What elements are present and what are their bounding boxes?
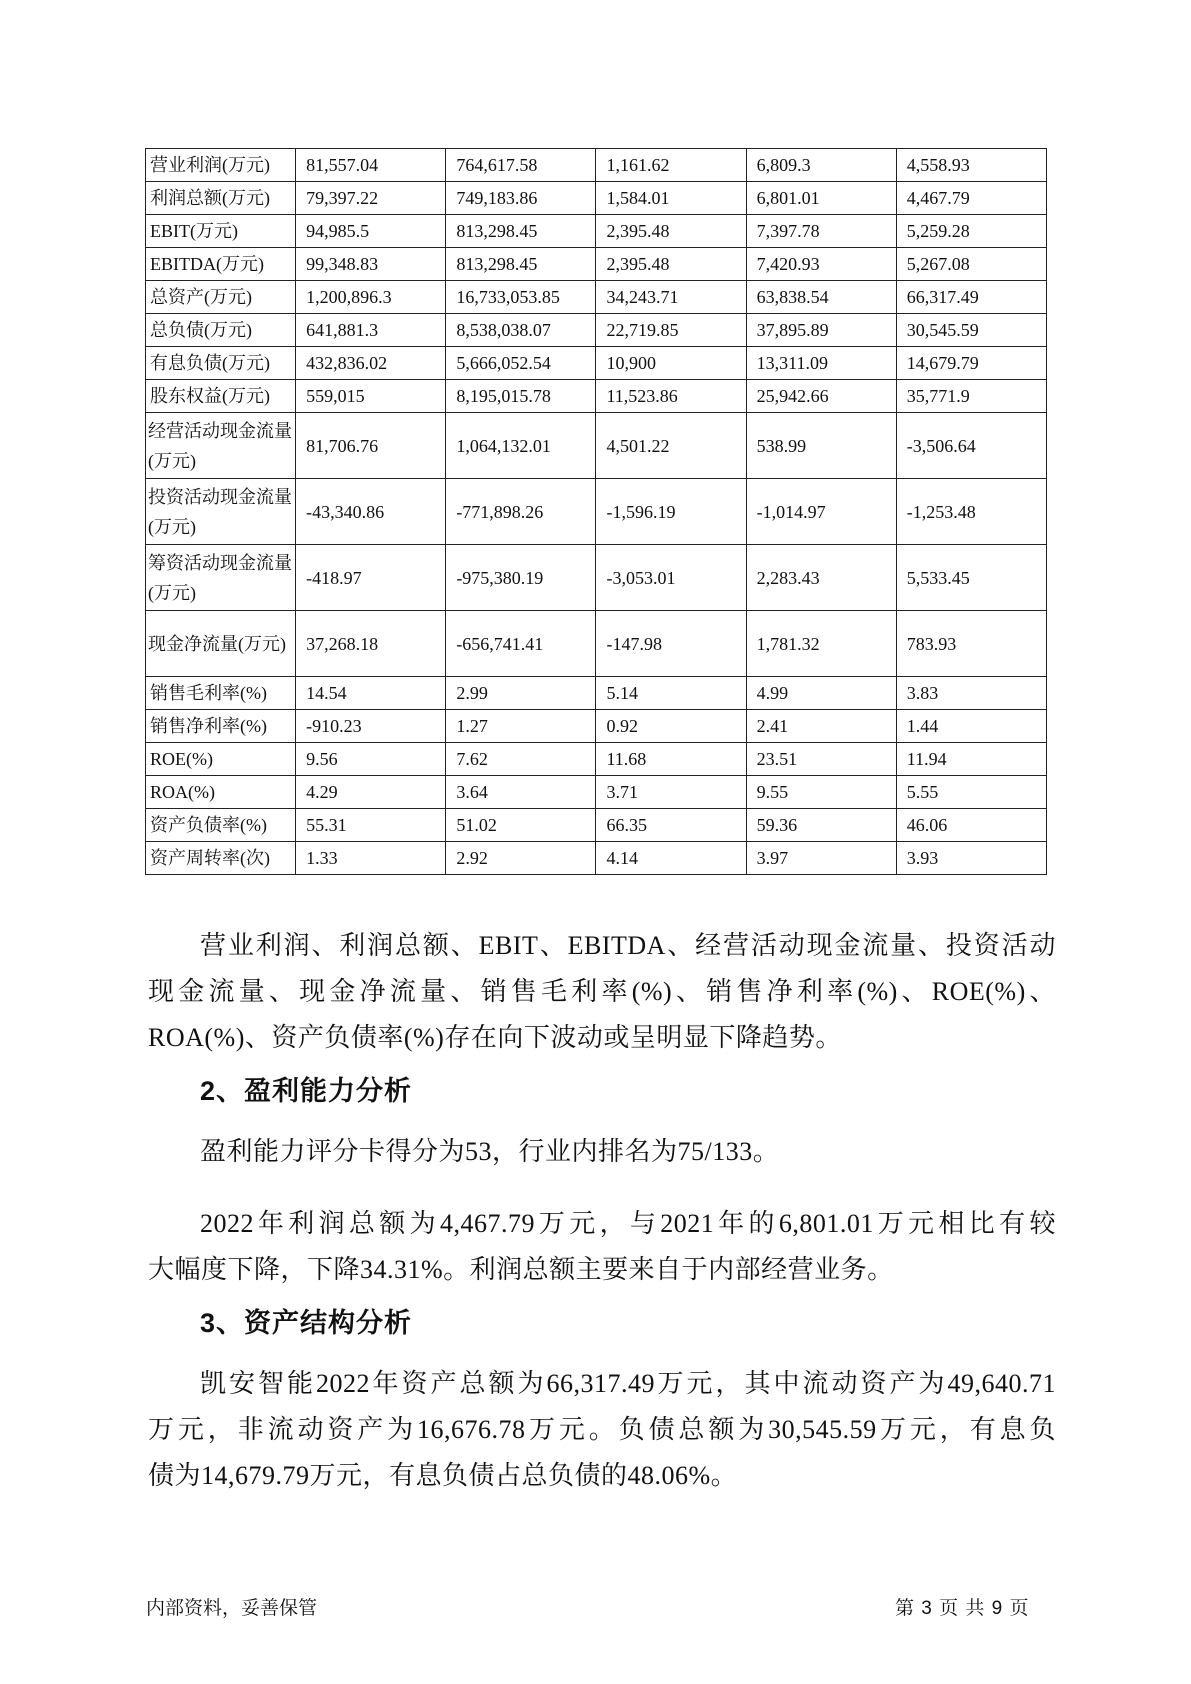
table-cell: 5,666,052.54 (446, 347, 596, 380)
row-label: 销售净利率(%) (146, 710, 296, 743)
row-label: EBITDA(万元) (146, 248, 296, 281)
row-label: 股东权益(万元) (146, 380, 296, 413)
table-cell: 3.71 (596, 776, 746, 809)
table-row (146, 182, 1047, 215)
table-cell: 3.64 (446, 776, 596, 809)
table-row (146, 809, 1047, 842)
table-cell: 23.51 (746, 743, 896, 776)
table-cell: 641,881.3 (296, 314, 446, 347)
table-cell: 1,161.62 (596, 149, 746, 182)
table-cell: 1,064,132.01 (446, 413, 596, 479)
table-cell: 1,781.32 (746, 611, 896, 677)
table-row (146, 743, 1047, 776)
table-cell: 8,195,015.78 (446, 380, 596, 413)
table-cell: 8,538,038.07 (446, 314, 596, 347)
paragraph-line: 2022年利润总额为4,467.79万元，与2021年的6,801.01万元相比有较 (200, 1209, 1056, 1238)
table-cell: 7.62 (446, 743, 596, 776)
row-label: EBIT(万元) (146, 215, 296, 248)
table-cell: 66.35 (596, 809, 746, 842)
row-label: 经营活动现金流量(万元) (146, 413, 296, 479)
table-cell: 37,268.18 (296, 611, 446, 677)
table-cell: -43,340.86 (296, 479, 446, 545)
row-label: 总负债(万元) (146, 314, 296, 347)
table-cell: 749,183.86 (446, 182, 596, 215)
section-heading-asset-structure: 3、资产结构分析 (200, 1308, 413, 1338)
table-row (146, 248, 1047, 281)
table-cell: 6,809.3 (746, 149, 896, 182)
row-label: 资产周转率(次) (146, 842, 296, 875)
table-cell: 34,243.71 (596, 281, 746, 314)
table-cell: 16,733,053.85 (446, 281, 596, 314)
table-cell: 11,523.86 (596, 380, 746, 413)
table-cell: 3.93 (896, 842, 1046, 875)
table-cell: 81,706.76 (296, 413, 446, 479)
table-cell: 2.41 (746, 710, 896, 743)
table-cell: 5,259.28 (896, 215, 1046, 248)
table-cell: 59.36 (746, 809, 896, 842)
table-cell: 2.92 (446, 842, 596, 875)
paragraph-line: 凯安智能2022年资产总额为66,317.49万元，其中流动资产为49,640.71 (200, 1369, 1056, 1398)
paragraph-line: 债为14,679.79万元，有息负债占总负债的48.06%。 (148, 1461, 738, 1490)
table-cell: 2.99 (446, 677, 596, 710)
table-cell: 63,838.54 (746, 281, 896, 314)
table-cell: 0.92 (596, 710, 746, 743)
table-cell: -3,506.64 (896, 413, 1046, 479)
table-row (146, 215, 1047, 248)
table-cell: 783.93 (896, 611, 1046, 677)
table-cell: 30,545.59 (896, 314, 1046, 347)
table-cell: 2,395.48 (596, 215, 746, 248)
table-cell: 37,895.89 (746, 314, 896, 347)
table-cell: 1,584.01 (596, 182, 746, 215)
table-cell: 4,558.93 (896, 149, 1046, 182)
table-cell: 9.55 (746, 776, 896, 809)
table-row (146, 149, 1047, 182)
table-row (146, 413, 1047, 479)
table-cell: -1,014.97 (746, 479, 896, 545)
table-row (146, 710, 1047, 743)
table-cell: 538.99 (746, 413, 896, 479)
table-cell: 9.56 (296, 743, 446, 776)
table-cell: 35,771.9 (896, 380, 1046, 413)
footer-confidential: 内部资料，妥善保管 (146, 1598, 318, 1619)
footer-page-number: 第 3 页 共 9 页 (895, 1598, 1030, 1619)
table-cell: 25,942.66 (746, 380, 896, 413)
row-label: 营业利润(万元) (146, 149, 296, 182)
table-cell: 5,267.08 (896, 248, 1046, 281)
row-label: 有息负债(万元) (146, 347, 296, 380)
table-cell: -910.23 (296, 710, 446, 743)
row-label: 现金净流量(万元) (146, 611, 296, 677)
table-row (146, 281, 1047, 314)
table-row (146, 314, 1047, 347)
table-row (146, 347, 1047, 380)
table-cell: 813,298.45 (446, 248, 596, 281)
assets-paragraph (148, 1361, 1056, 1499)
table-cell: 559,015 (296, 380, 446, 413)
row-label: 总资产(万元) (146, 281, 296, 314)
table-row (146, 380, 1047, 413)
table-cell: -656,741.41 (446, 611, 596, 677)
paragraph-line: 盈利能力评分卡得分为53，行业内排名为75/133。 (200, 1137, 780, 1166)
table-row (146, 842, 1047, 875)
table-cell: 10,900 (596, 347, 746, 380)
paragraph-line: 大幅度下降，下降34.31%。利润总额主要来自于内部经营业务。 (148, 1255, 894, 1284)
table-cell: 4.29 (296, 776, 446, 809)
table-cell: -147.98 (596, 611, 746, 677)
table-cell: 6,801.01 (746, 182, 896, 215)
table-row (146, 776, 1047, 809)
table-cell: 81,557.04 (296, 149, 446, 182)
paragraph-line: 万元，非流动资产为16,676.78万元。负债总额为30,545.59万元，有息负 (148, 1415, 1056, 1444)
document-body (145, 148, 1055, 1499)
row-label: 筹资活动现金流量(万元) (146, 545, 296, 611)
trend-paragraph (148, 923, 1056, 1061)
table-cell: 55.31 (296, 809, 446, 842)
table-cell: 79,397.22 (296, 182, 446, 215)
table-cell: 5.55 (896, 776, 1046, 809)
table-cell: -418.97 (296, 545, 446, 611)
row-label: 资产负债率(%) (146, 809, 296, 842)
table-cell: 3.83 (896, 677, 1046, 710)
section-heading-profitability: 2、盈利能力分析 (200, 1076, 413, 1106)
table-cell: 11.94 (896, 743, 1046, 776)
table-row (146, 545, 1047, 611)
table-cell: 66,317.49 (896, 281, 1046, 314)
table-cell: 51.02 (446, 809, 596, 842)
table-cell: 4.99 (746, 677, 896, 710)
table-cell: -771,898.26 (446, 479, 596, 545)
table-cell: 46.06 (896, 809, 1046, 842)
paragraph-line: 营业利润、利润总额、EBIT、EBITDA、经营活动现金流量、投资活动 (200, 931, 1056, 960)
table-cell: 14,679.79 (896, 347, 1046, 380)
profit-paragraph (148, 1201, 1056, 1293)
table-cell: 11.68 (596, 743, 746, 776)
table-cell: 7,397.78 (746, 215, 896, 248)
table-cell: 2,283.43 (746, 545, 896, 611)
table-cell: 1,200,896.3 (296, 281, 446, 314)
table-cell: 1.27 (446, 710, 596, 743)
row-label: 销售毛利率(%) (146, 677, 296, 710)
table-cell: -1,253.48 (896, 479, 1046, 545)
score-paragraph (148, 1129, 1056, 1175)
row-label: 利润总额(万元) (146, 182, 296, 215)
table-cell: 432,836.02 (296, 347, 446, 380)
table-cell: 1.44 (896, 710, 1046, 743)
table-cell: -975,380.19 (446, 545, 596, 611)
paragraph-line: 现金流量、现金净流量、销售毛利率(%)、销售净利率(%)、ROE(%)、 (148, 977, 1056, 1006)
row-label: ROA(%) (146, 776, 296, 809)
table-row (146, 479, 1047, 545)
table-cell: 22,719.85 (596, 314, 746, 347)
table-cell: 1.33 (296, 842, 446, 875)
row-label: ROE(%) (146, 743, 296, 776)
table-cell: 5,533.45 (896, 545, 1046, 611)
table-cell: 813,298.45 (446, 215, 596, 248)
table-cell: 4,501.22 (596, 413, 746, 479)
table-cell: 764,617.58 (446, 149, 596, 182)
table-cell: 4.14 (596, 842, 746, 875)
table-cell: 14.54 (296, 677, 446, 710)
table-cell: 2,395.48 (596, 248, 746, 281)
table-cell: 3.97 (746, 842, 896, 875)
table-cell: 5.14 (596, 677, 746, 710)
table-cell: 13,311.09 (746, 347, 896, 380)
row-label: 投资活动现金流量(万元) (146, 479, 296, 545)
financial-indicators-table (145, 148, 1047, 875)
table-cell: -3,053.01 (596, 545, 746, 611)
table-cell: 99,348.83 (296, 248, 446, 281)
paragraph-line: ROA(%)、资产负债率(%)存在向下波动或呈明显下降趋势。 (148, 1023, 842, 1052)
table-cell: 94,985.5 (296, 215, 446, 248)
table-row (146, 677, 1047, 710)
table-cell: -1,596.19 (596, 479, 746, 545)
table-row (146, 611, 1047, 677)
table-cell: 4,467.79 (896, 182, 1046, 215)
table-cell: 7,420.93 (746, 248, 896, 281)
